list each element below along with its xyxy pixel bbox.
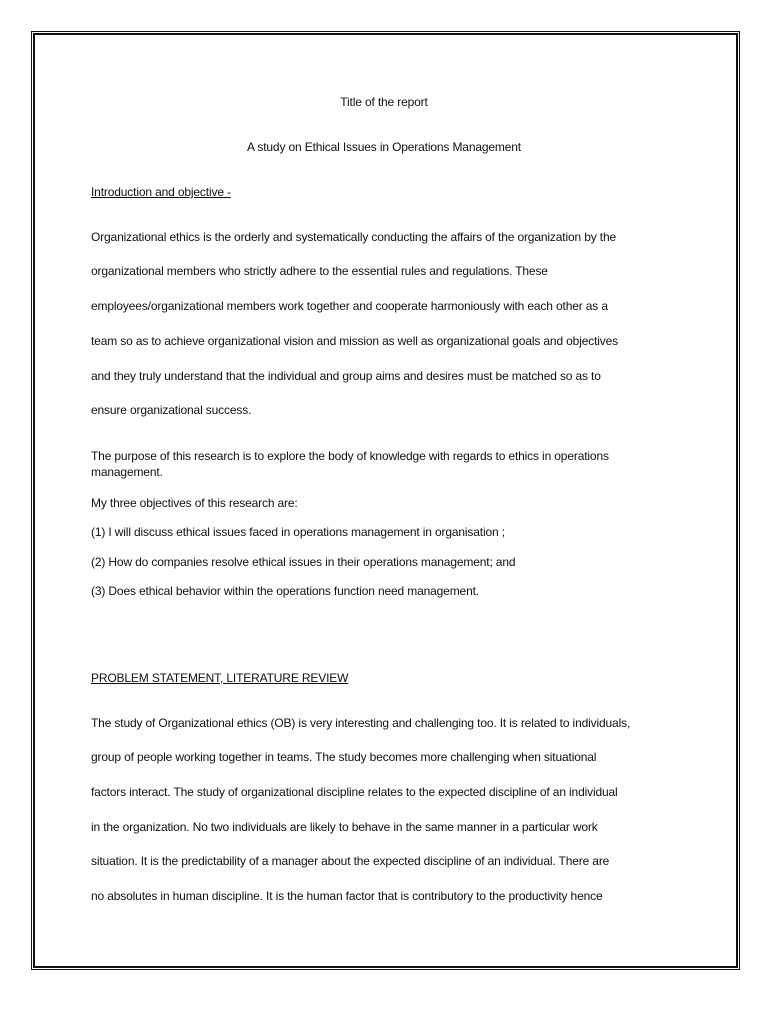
intro-line: employees/organizational members work together and cooperate harmoniously with each other as a [91,299,608,313]
objective-item: (1) I will discuss ethical issues faced in operations management in organisation ; [91,525,505,539]
report-title: A study on Ethical Issues in Operations Management [247,140,521,154]
report-label: Title of the report [340,95,428,109]
intro-heading: Introduction and objective - [91,185,231,199]
intro-line: and they truly understand that the individual and group aims and desires must be matched so as to [91,369,601,383]
problem-line: in the organization. No two individuals are likely to behave in the same manner in a particular work [91,820,598,834]
problem-line: factors interact. The study of organizational discipline relates to the expected discipline of an individual [91,785,618,799]
intro-line: ensure organizational success. [91,403,252,417]
intro-line: organizational members who strictly adhere to the essential rules and regulations. These [91,264,548,278]
problem-line: no absolutes in human discipline. It is the human factor that is contributory to the productivity hence [91,889,603,903]
problem-heading: PROBLEM STATEMENT, LITERATURE REVIEW [91,671,349,685]
objective-item: (3) Does ethical behavior within the operations function need management. [91,584,479,598]
problem-line: situation. It is the predictability of a manager about the expected discipline of an individual. There are [91,854,610,868]
problem-line: The study of Organizational ethics (OB) is very interesting and challenging too. It is related to individuals, [91,716,631,730]
intro-line: team so as to achieve organizational vision and mission as well as organizational goals and objectives [91,334,619,348]
purpose-paragraph: The purpose of this research is to explore the body of knowledge with regards to ethics in operations management. [91,449,609,479]
objectives-intro: My three objectives of this research are: [91,496,298,510]
objective-item: (2) How do companies resolve ethical issues in their operations management; and [91,555,516,569]
intro-line: Organizational ethics is the orderly and systematically conducting the affairs of the organization by the [91,230,616,244]
problem-line: group of people working together in teams. The study becomes more challenging when situational [91,750,597,764]
